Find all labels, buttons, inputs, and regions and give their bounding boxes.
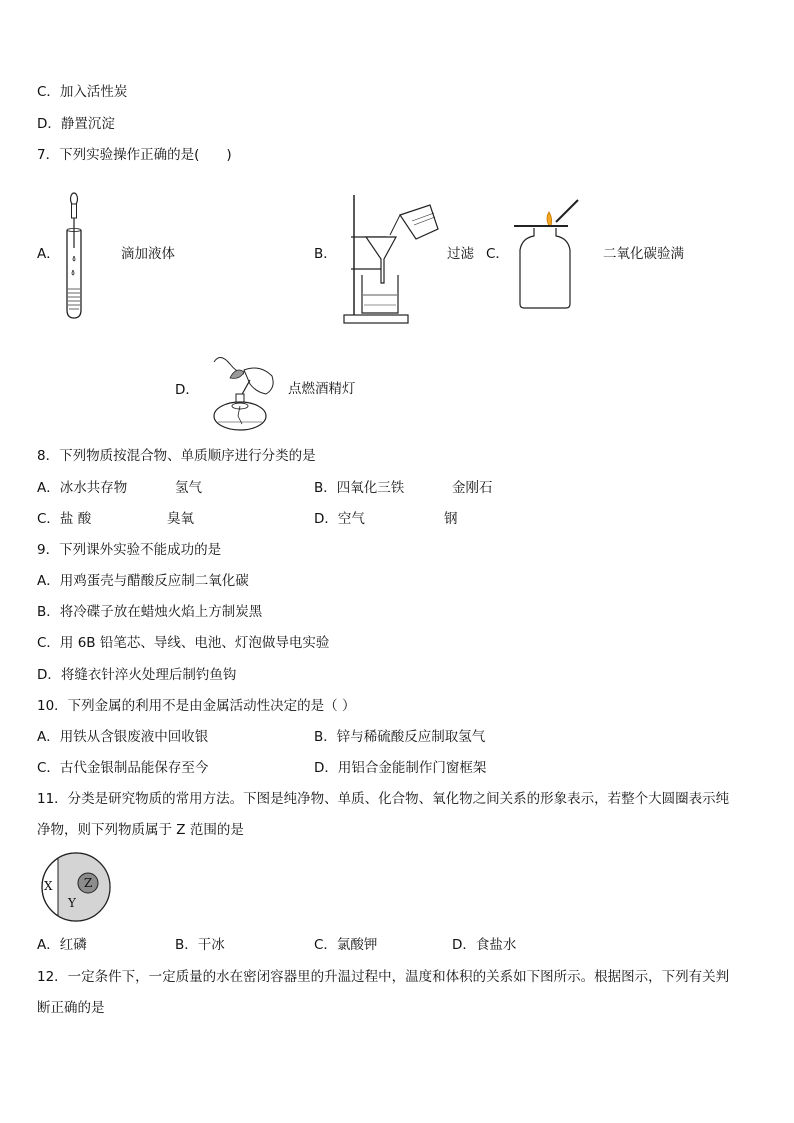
q12-stem-line1: 12．一定条件下，一定质量的水在密闭容器里的升温过程中，温度和体积的关系如下图所示。根据图示，下列有关判 [37,969,730,985]
q9-option-c: C．用 6B 铅笔芯、导线、电池、灯泡做导电实验 [37,635,330,651]
q7-option-b-letter: B． [314,246,337,262]
alcohol-lamp-figure [200,350,284,434]
q7-option-a-letter: A． [37,246,60,262]
q8-option-c-element: 臭氧 [167,511,194,527]
gas-bottle-burning-stick-figure [512,196,582,312]
filtration-apparatus-figure [340,195,446,327]
q8-stem: 8．下列物质按混合物、单质顺序进行分类的是 [37,448,316,464]
q8-option-a-mixture: A．冰水共存物 [37,480,128,496]
q11-option-c: C．氯酸钾 [314,937,378,953]
q11-venn-diagram [40,852,112,922]
q8-option-d-element: 钢 [444,511,458,527]
q8-option-b-mixture: B．四氧化三铁 [314,480,405,496]
q8-option-d-mixture: D．空气 [314,511,365,527]
venn-label-y: Y [68,896,76,910]
q6-option-d: D．静置沉淀 [37,116,115,132]
q10-option-d: D．用铝合金能制作门窗框架 [314,760,487,776]
dropper-test-tube-figure [60,190,90,322]
q7-stem: 7．下列实验操作正确的是( ) [37,147,232,163]
q9-option-d: D．将缝衣针淬火处理后制钓鱼钩 [37,667,237,683]
q10-option-a: A．用铁从含银废液中回收银 [37,729,209,745]
q11-stem-line1: 11．分类是研究物质的常用方法。下图是纯净物、单质、化合物、氧化物之间关系的形象表示，若整个大圆圈表示纯 [37,791,730,807]
q7-option-c-letter: C． [486,246,509,262]
q7-option-b-caption: 过滤 [447,246,474,262]
q11-stem-line2: 净物，则下列物质属于 Z 范围的是 [37,822,244,838]
q12-stem-line2: 断正确的是 [37,1000,105,1016]
venn-label-x: X [44,879,53,893]
q7-option-d-caption: 点燃酒精灯 [288,381,356,397]
q9-option-b: B．将冷碟子放在蜡烛火焰上方制炭黑 [37,604,263,620]
q11-option-d: D．食盐水 [452,937,517,953]
q6-option-c: C．加入活性炭 [37,84,128,100]
q9-option-a: A．用鸡蛋壳与醋酸反应制二氧化碳 [37,573,249,589]
q10-option-c: C．古代金银制品能保存至今 [37,760,209,776]
q8-option-a-element: 氢气 [175,480,202,496]
q7-option-a-caption: 滴加液体 [121,246,175,262]
q7-option-c-caption: 二氧化碳验满 [603,246,684,262]
q7-option-d-letter: D． [175,382,199,398]
q10-option-b: B．锌与稀硫酸反应制取氢气 [314,729,486,745]
q10-stem: 10．下列金属的利用不是由金属活动性决定的是（ ） [37,698,356,714]
q11-option-b: B．干冰 [175,937,225,953]
q8-option-c-mixture: C．盐 酸 [37,511,92,527]
q11-option-a: A．红磷 [37,937,87,953]
q8-option-b-element: 金刚石 [452,480,493,496]
venn-label-z: Z [84,876,93,890]
q9-stem: 9．下列课外实验不能成功的是 [37,542,222,558]
